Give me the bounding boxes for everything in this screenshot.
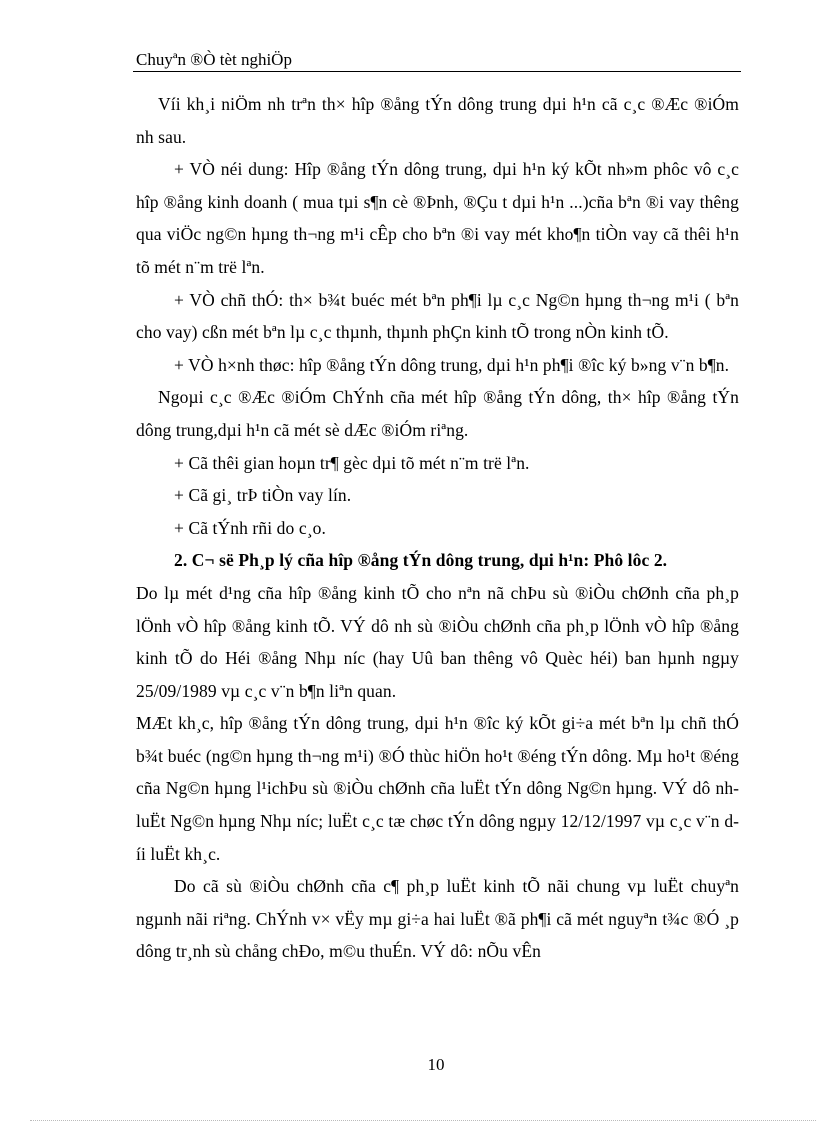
header-divider bbox=[133, 71, 741, 72]
paragraph-9: Do lµ mét d¹ng cña hîp ®ång kinh tÕ cho nªn nã chÞu sù ®iÒu chØnh cña ph¸p lÖnh vÒ hîp ®ång kinh tÕ. VÝ dô nh sù ®iÒu chØnh cña ph¸p lÖnh vÒ hîp ®ång kinh tÕ do Héi ®ång Nhµ níc (hay Uû ban thêng vô Quèc héi) ban hµnh ngµy 25/09/1989 vµ c¸c v¨n b¶n liªn quan. bbox=[136, 582, 739, 701]
paragraph-11: Do cã sù ®iÒu chØnh cña c¶ ph¸p luËt kinh tÕ nãi chung vµ luËt chuyªn ngµnh nãi riªng. ChÝnh v× vËy mµ gi÷a hai luËt ®ã ph¶i cã mét nguyªn t¾c ®Ó ¸p dông tr¸nh sù chång chÐo, m©u thuÉn. VÝ dô: nÕu vÊn bbox=[136, 876, 739, 962]
page-header: Chuyªn ®Ò tèt nghiÖp bbox=[136, 50, 292, 69]
paragraph-8: + Cã tÝnh rñi do c¸o. bbox=[174, 517, 326, 538]
page-number: 10 bbox=[427, 1055, 445, 1074]
paragraph-2: + VÒ néi dung: Hîp ®ång tÝn dông trung, dµi h¹n ký kÕt nh»m phôc vô c¸c hîp ®ång kinh doanh ( mua tµi s¶n cè ®Þnh, ®Çu t dµi h¹n ...)cña bªn ®i vay thêng qua viÖc ng©n hµng th¬ng m¹i cÊp cho bªn ®i vay mét kho¶n tiÒn vay cã thêi h¹n tõ mét n¨m trë lªn. bbox=[136, 159, 739, 277]
document-body bbox=[136, 88, 739, 968]
paragraph-5: Ngoµi c¸c ®Æc ®iÓm ChÝnh cña mét hîp ®ång tÝn dông, th× hîp ®ång tÝn dông trung,dµi h¹n cã mét sè dÆc ®iÓm riªng. bbox=[136, 387, 739, 440]
paragraph-10: MÆt kh¸c, hîp ®ång tÝn dông trung, dµi h¹n ®îc ký kÕt gi÷a mét bªn lµ chñ thÓ b¾t buéc (ng©n hµng th¬ng m¹i) ®Ó thùc hiÖn ho¹t ®éng tÝn dông. Mµ ho¹t ®éng cña Ng©n hµng l¹ichÞu sù ®iÒu chØnh cña luËt tÝn dông Ng©n hµng. VÝ dô nh luËt Ng©n hµng Nhµ níc; luËt c¸c tæ chøc tÝn dông ngµy 12/12/1997 vµ c¸c v¨n díi luËt kh¸c. bbox=[136, 713, 739, 864]
paragraph-7: + Cã gi¸ trÞ tiÒn vay lín. bbox=[174, 485, 352, 506]
paragraph-3: + VÒ chñ thÓ: th× b¾t buéc mét bªn ph¶i lµ c¸c Ng©n hµng th¬ng m¹i ( bªn cho vay) cßn mét bªn lµ c¸c thµnh, thµnh phÇn kinh tÕ trong nÒn kinh tÕ. bbox=[136, 289, 739, 343]
page-bottom-dotted-line bbox=[30, 1120, 816, 1121]
paragraph-4: + VÒ h×nh thøc: hîp ®ång tÝn dông trung, dµi h¹n ph¶i ®îc ký b»ng v¨n b¶n. bbox=[174, 354, 730, 375]
paragraph-1: Víi kh¸i niÖm nh trªn th× hîp ®ång tÝn dông trung dµi h¹n cã c¸c ®Æc ®iÓm nh sau. bbox=[136, 94, 739, 147]
section-heading: 2. C¬ së Ph¸p lý cña hîp ®ång tÝn dông trung, dµi h¹n: Phô lôc 2. bbox=[174, 550, 668, 571]
paragraph-6: + Cã thêi gian hoµn tr¶ gèc dµi tõ mét n¨m trë lªn. bbox=[174, 452, 530, 473]
